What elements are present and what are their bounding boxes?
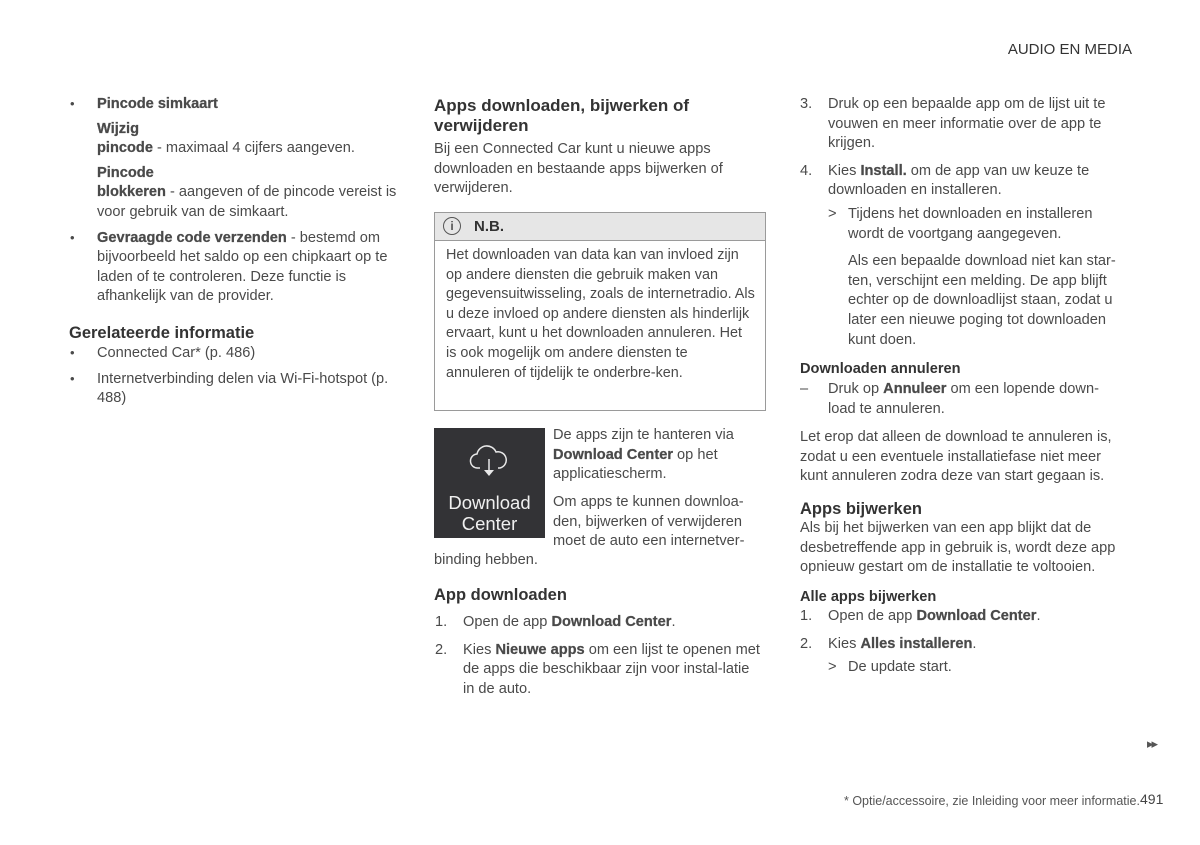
related-link[interactable]: [70, 344, 397, 364]
download-center-tile: [434, 428, 545, 538]
related-link[interactable]: [70, 370, 397, 409]
related-heading: Gerelateerde informatie: [69, 324, 255, 342]
update-all-heading: Alle apps bijwerken: [800, 589, 937, 605]
step: [435, 641, 763, 700]
footnote: * Optie/accessoire, zie Inleiding voor meer informatie.: [844, 794, 1140, 808]
term: Download Center: [551, 614, 672, 630]
step-result: [828, 205, 1128, 350]
bullet-title: Pincode simkaart: [97, 96, 218, 112]
term: Install.: [860, 162, 907, 179]
tile-label-line: Download: [448, 492, 531, 513]
step-text: Kies Install. om de app van uw keuze te downloaden en installeren.: [828, 162, 1090, 199]
result-text: Als een bepaalde download niet kan star-ten, verschijnt een melding. De app blijft echter op de downloadlijst staan, zodat u later een nieuwe poging tot downloaden kunt doen.: [848, 253, 1116, 348]
cancel-step: [800, 380, 1123, 419]
step-number: 3.: [800, 96, 813, 112]
related-link-text[interactable]: Internetverbinding delen via Wi-Fi-hotspot (p. 488): [97, 370, 389, 407]
step: [435, 613, 763, 633]
update-heading: Apps bijwerken: [800, 500, 922, 518]
step-text: Open de app Download Center.: [463, 614, 676, 630]
column-1: [70, 95, 402, 307]
term-desc: - bestemd om bijvoorbeeld het saldo op een chipkaart op te laden of te controleren. Deze functie is afhankelijk van de provider.: [97, 229, 388, 305]
step: [800, 162, 1128, 201]
note-text: Het downloaden van data kan van invloed zijn op andere diensten die gebruik maken van gegevensuitwisseling, zoals de internetradio. Als u deze invloed op andere diensten als hinderlijk ervaart, kunt u het downloaden annuleren. Het is ook mogelijk om andere diensten te annuleren of tijdelijk te onderbre-ken.: [446, 247, 755, 381]
bullet-item: [70, 95, 402, 115]
page-number: 491: [1140, 791, 1164, 807]
download-heading: App downloaden: [434, 586, 567, 604]
term: Annuleer: [883, 381, 947, 397]
step-result: [828, 658, 1128, 678]
term: Download Center: [916, 608, 1037, 624]
tile-requirement: Om apps te kunnen downloa-den, bijwerken of verwijderen moet de auto een internetver-: [553, 494, 745, 550]
step-number: 1.: [435, 614, 448, 630]
tile-label: [434, 492, 545, 534]
related-list: [70, 344, 397, 409]
bullet: •: [70, 229, 75, 245]
tile-label-line: Center: [461, 513, 518, 534]
result-text: De update start.: [848, 659, 952, 676]
term: Gevraagde code verzenden: [97, 229, 287, 246]
sub-text: [97, 183, 402, 222]
update-steps: [800, 607, 1128, 678]
term: Alles installeren: [860, 635, 973, 652]
note-box: [434, 212, 766, 411]
dash-marker: –: [800, 381, 809, 397]
result-marker: >: [828, 659, 837, 676]
bullet-item: [70, 229, 402, 307]
sub-title: Wijzig: [97, 120, 140, 137]
step: [800, 607, 1128, 627]
term: blokkeren: [97, 184, 166, 201]
step: [800, 635, 1128, 655]
term-desc: - aangeven of de pincode vereist is voor gebruik van de simkaart.: [97, 184, 397, 220]
sub-title: Pincode: [97, 164, 154, 181]
term: pincode: [97, 140, 153, 157]
section-title: Apps downloaden, bijwerken of verwijderen: [434, 96, 690, 135]
term: Download Center: [553, 446, 673, 463]
section-header: AUDIO EN MEDIA: [1007, 41, 1132, 58]
step-text: Druk op een bepaalde app om de lijst uit te vouwen en meer informatie over de app te krijgen.: [828, 96, 1106, 152]
step-number: 1.: [800, 608, 813, 624]
step-text: Open de app Download Center.: [828, 608, 1041, 624]
info-icon: i: [443, 217, 461, 235]
tile-description: De apps zijn te hanteren via Download Center op het applicatiescherm.: [553, 427, 734, 483]
bullet: •: [70, 96, 75, 111]
download-steps-continued: [800, 95, 1128, 350]
step-text: Kies Nieuwe apps om een lijst te openen met de apps die beschikbaar zijn voor instal-latie in de auto.: [463, 641, 760, 697]
related-link-text[interactable]: Connected Car* (p. 486): [97, 345, 256, 361]
note-title: N.B.: [474, 218, 504, 235]
cloud-download-icon: [469, 445, 509, 479]
step-text: Kies Alles installeren.: [828, 635, 977, 652]
note-header: [435, 213, 765, 241]
step-text: Druk op Annuleer om een lopende down-load te annuleren.: [828, 381, 1099, 417]
continue-icon: ▸▸: [1147, 736, 1157, 751]
result-text: Tijdens het downloaden en installeren wordt de voortgang aangegeven.: [848, 205, 1093, 242]
intro-text: Bij een Connected Car kunt u nieuwe apps downloaden en bestaande apps bijwerken of verwijderen.: [434, 141, 723, 197]
step: [800, 95, 1128, 154]
cancel-note: Let erop dat alleen de download te annuleren is, zodat u een eventuele installatiefase niet meer kunt annuleren zodra deze van start gegaan is.: [800, 429, 1112, 485]
result-marker: >: [828, 205, 837, 222]
step-number: 2.: [800, 635, 813, 652]
bullet-text: [97, 229, 402, 307]
tile-requirement-end: binding hebben.: [434, 552, 538, 568]
update-text: Als bij het bijwerken van een app blijkt dat de desbetreffende app in gebruik is, wordt deze app opnieuw gestart om de installatie te voltooien.: [800, 520, 1116, 576]
download-steps: [435, 613, 763, 699]
bullet: •: [70, 345, 75, 360]
bullet: •: [70, 370, 75, 386]
sub-text: [97, 139, 402, 159]
term: Nieuwe apps: [495, 641, 585, 658]
step-number: 2.: [435, 641, 448, 658]
cancel-heading: Downloaden annuleren: [800, 361, 961, 377]
step-number: 4.: [800, 162, 813, 179]
term-desc: - maximaal 4 cijfers aangeven.: [152, 140, 355, 157]
